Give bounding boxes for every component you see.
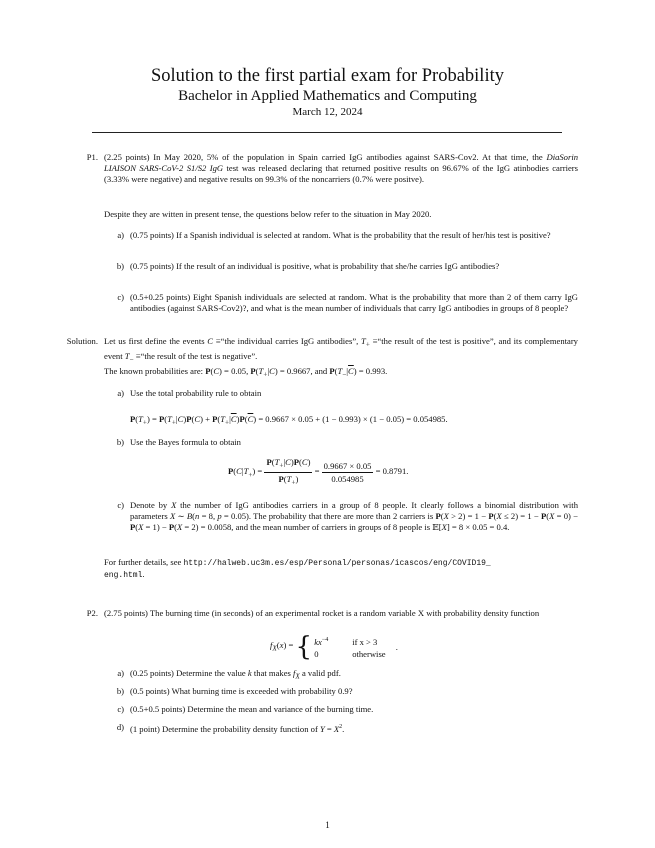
- p2-item-c-label: c): [117, 704, 124, 714]
- p1-note: Despite they are witten in present tense, the questions below refer to the situation in May 2020.: [104, 209, 432, 219]
- bayes-formula: $P(C|T_+)$ = $\frac{P(T_+|C)P(C)}{P(T_+)}$ = $\frac{0.9667 \times 0.05}{0.054985}$ = 0.8791.: [228, 457, 409, 487]
- p2-item-a-label: a): [117, 668, 124, 678]
- page-number: 1: [325, 820, 330, 830]
- p2-intro: (2.75 points) The burning time (in seconds) of an experimental rocket is a random variable X with probability density function: [104, 608, 540, 618]
- p2-item-b-label: b): [116, 686, 124, 696]
- details-link-cont[interactable]: eng.html: [104, 571, 143, 581]
- document-date: March 12, 2024: [292, 106, 363, 118]
- document-subtitle: Bachelor in Applied Mathematics and Computing: [178, 88, 477, 104]
- p2-item-a: (0.25 points) Determine the value k that makes $f_X$ a valid pdf.: [130, 668, 341, 681]
- p1-item-b-label: b): [116, 261, 124, 271]
- p1-item-c-label: c): [117, 292, 124, 302]
- header-rule: [92, 132, 562, 133]
- details-link[interactable]: http://halweb.uc3m.es/esp/Personal/personas/icascos/eng/COVID19_: [183, 559, 491, 568]
- sol-c-label: c): [117, 500, 124, 510]
- sol-a-text: Use the total probability rule to obtain: [130, 388, 262, 398]
- total-probability-formula: $P(T_+) = P(T_+|C)P(C) + P(T_+|\overline{C})P(\overline{C}) = 0.9667 \times 0.05 + (1 - 0.993) \times (1 - 0.05) = 0.054985$.: [130, 414, 448, 427]
- p1-intro: (2.25 points) In May 2020, 5% of the population in Spain carried IgG antibodies against SARS-Cov2. At that time, the DiaSorin LIAISON SARS-CoV-2 S1/S2 IgG test was released declaring that returned positive results on 96.67% of the IgG atinbodies carriers (3.33% were negative) and negative results on 99.3% of the noncarriers (0.7% were positve).: [104, 152, 578, 185]
- p1-label: P1.: [86, 152, 98, 162]
- p1-item-c: (0.5+0.25 points) Eight Spanish individuals are selected at random. What is the probability that more than 2 of them carry IgG antibodies (against SARS-Cov2)?, and what is the mean number of individuals that carry IgG antibodies in groups of 8 people?: [130, 292, 578, 314]
- p2-item-c: (0.5+0.5 points) Determine the mean and variance of the burning time.: [130, 704, 374, 714]
- solution-events: Let us first define the events C ≡“the individual carries IgG antibodies”, $T_+$ ≡“the result of the test is positive”, and its complementary event $T_-$ ≡“the result of the test is negative”.: [104, 336, 578, 364]
- p1-item-b: (0.75 points) If the result of an individual is positive, what is probability that she/he carries IgG antibodies?: [130, 261, 500, 271]
- sol-a-label: a): [117, 388, 124, 398]
- sol-c-text: Denote by X the number of IgG antibodies carriers in a group of 8 people. It clearly follows a binomial distribution with parameters X ∼ B(n = 8, p = 0.05). The probability that there are more than 2 carriers is P(X > 2) = 1 − P(X ≤ 2) = 1 − P(X = 0) − P(X = 1) − P(X = 2) = 0.0058, and the mean number of carriers in groups of 8 people is 𝔼[X] = 8 × 0.05 = 0.4.: [130, 500, 578, 533]
- p2-label: P2.: [86, 608, 98, 618]
- pdf-definition: $f_X(x)$ = { $kx^{-4}$ if x > 3 0 otherwise .: [270, 631, 398, 662]
- p2-item-d: (1 point) Determine the probability density function of $Y = X^2$.: [130, 723, 345, 734]
- solution-label: Solution.: [66, 336, 98, 346]
- further-details: For further details, see http://halweb.uc3m.es/esp/Personal/personas/icascos/eng/COVID19_ eng.html.: [104, 557, 491, 581]
- p2-item-b: (0.5 points) What burning time is exceeded with probability 0.9?: [130, 686, 353, 696]
- document-title: Solution to the first partial exam for Probability: [151, 66, 504, 86]
- sol-b-label: b): [116, 437, 124, 447]
- sol-b-text: Use the Bayes formula to obtain: [130, 437, 241, 447]
- p2-item-d-label: d): [116, 722, 124, 732]
- known-probabilities: The known probabilities are: P(C) = 0.05, $P(T_+|C) = 0.9667$, and $P(T_-|\overline{C}) = 0.993$.: [104, 366, 388, 379]
- p1-item-a-label: a): [117, 230, 124, 240]
- p1-item-a: (0.75 points) If a Spanish individual is selected at random. What is the probability that the result of her/his test is positive?: [130, 230, 551, 240]
